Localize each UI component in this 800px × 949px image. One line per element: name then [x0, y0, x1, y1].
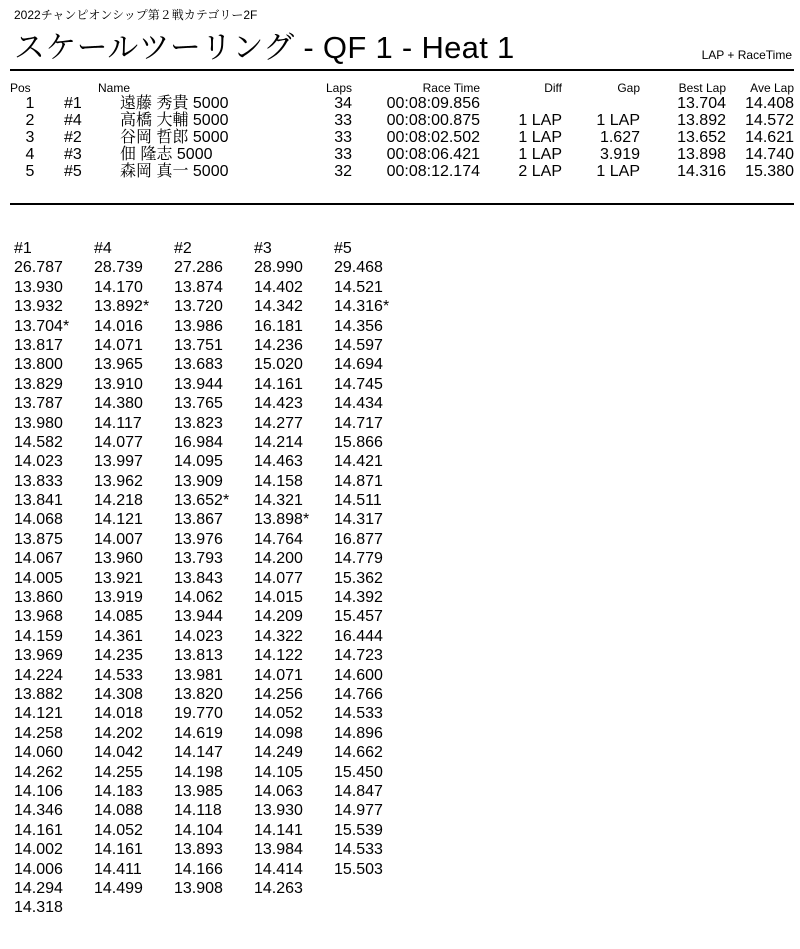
lap-time: 14.224 [14, 666, 63, 684]
lap-time: 14.263 [254, 879, 303, 897]
lap-column [174, 239, 254, 898]
lap-time: 13.820 [174, 685, 223, 703]
lap-time: 13.908 [174, 879, 223, 897]
result-gap [562, 95, 640, 112]
lap-time: 14.294 [14, 879, 63, 897]
lap-time: 14.214 [254, 433, 303, 451]
lap-time: 14.361 [94, 627, 143, 645]
result-best-lap: 13.652 [677, 129, 726, 146]
result-pos: 2 [25, 112, 35, 129]
lap-time: 14.002 [14, 841, 63, 859]
lap-time: 14.316* [334, 298, 390, 316]
result-laps: 33 [334, 112, 352, 129]
lap-time: 13.800 [14, 356, 63, 374]
lap-time: 14.392 [334, 589, 383, 607]
lap-time: 13.652* [174, 492, 230, 510]
lap-time: 14.346 [14, 802, 63, 820]
lap-time: 13.909 [174, 472, 223, 490]
result-ave-lap: 14.740 [745, 146, 794, 163]
lap-column [94, 239, 174, 898]
lap-time: 14.356 [334, 317, 383, 335]
lap-time: 13.704* [14, 317, 70, 335]
result-car-number: #1 [64, 95, 82, 112]
lap-time: 14.218 [94, 492, 143, 510]
lap-time: 13.787 [14, 395, 63, 413]
lap-time: 14.159 [14, 627, 63, 645]
lap-time: 14.847 [334, 782, 383, 800]
lap-time: 15.457 [334, 608, 383, 626]
lap-time: 14.723 [334, 647, 383, 665]
result-best-lap: 14.316 [677, 163, 726, 180]
result-row [10, 112, 794, 129]
result-driver-name: 遠藤 秀貴 5000 [120, 95, 229, 112]
lap-time: 14.200 [254, 550, 303, 568]
lap-time: 14.745 [334, 375, 383, 393]
lap-time: 14.521 [334, 278, 383, 296]
lap-time: 13.960 [94, 550, 143, 568]
lap-time: 13.829 [14, 375, 63, 393]
lap-time: 14.121 [94, 511, 143, 529]
bottom-divider [10, 203, 794, 205]
lap-time: 14.071 [254, 666, 303, 684]
lap-time: 14.104 [174, 821, 223, 839]
result-diff: 1 LAP [518, 146, 562, 163]
lap-time: 13.985 [174, 782, 223, 800]
lap-time: 14.202 [94, 724, 143, 742]
lap-time: 15.450 [334, 763, 383, 781]
results-header-row [10, 78, 794, 95]
result-ave-lap: 15.380 [745, 163, 794, 180]
lap-time: 13.944 [174, 375, 223, 393]
result-driver-name: 高橋 大輔 5000 [120, 112, 229, 129]
lap-time: 14.158 [254, 472, 303, 490]
lap-time: 14.421 [334, 453, 383, 471]
lap-time: 14.235 [94, 647, 143, 665]
result-driver-name: 谷岡 哲郎 5000 [120, 129, 229, 146]
result-pos: 1 [25, 95, 35, 112]
result-ave-lap: 14.408 [745, 95, 794, 112]
lap-time: 13.893 [174, 841, 223, 859]
lap-column [334, 239, 414, 879]
lap-time: 14.170 [94, 278, 143, 296]
lap-time: 14.871 [334, 472, 383, 490]
lap-time: 13.980 [14, 414, 63, 432]
lap-time: 27.286 [174, 259, 223, 277]
lap-time: 14.321 [254, 492, 303, 510]
lap-time: 14.016 [94, 317, 143, 335]
result-row [10, 129, 794, 146]
lap-time: 13.843 [174, 569, 223, 587]
lap-time: 16.444 [334, 627, 383, 645]
lap-column-header: #3 [254, 240, 272, 257]
lap-time: 19.770 [174, 705, 223, 723]
lap-time: 14.042 [94, 744, 143, 762]
lap-time: 14.619 [174, 724, 223, 742]
lap-column-header: #1 [14, 240, 32, 257]
lap-time: 14.007 [94, 530, 143, 548]
lap-time: 13.969 [14, 647, 63, 665]
lap-time: 14.249 [254, 744, 303, 762]
lap-time: 14.308 [94, 685, 143, 703]
lap-time: 13.841 [14, 492, 63, 510]
lap-time: 13.751 [174, 336, 223, 354]
result-car-number: #2 [64, 129, 82, 146]
lap-time: 13.867 [174, 511, 223, 529]
result-car-number: #4 [64, 112, 82, 129]
lap-time: 14.077 [254, 569, 303, 587]
lap-time: 14.166 [174, 860, 223, 878]
lap-time: 14.121 [14, 705, 63, 723]
lap-time: 13.910 [94, 375, 143, 393]
lap-time: 13.683 [174, 356, 223, 374]
lap-time: 14.766 [334, 685, 383, 703]
lap-time: 14.411 [94, 860, 142, 878]
col-header-diff: Diff [544, 81, 562, 95]
lap-time: 13.921 [94, 569, 143, 587]
lap-time: 14.122 [254, 647, 303, 665]
lap-time: 14.717 [334, 414, 383, 432]
lap-time: 14.161 [254, 375, 303, 393]
lap-time: 16.877 [334, 530, 383, 548]
lap-time: 13.944 [174, 608, 223, 626]
lap-time: 14.062 [174, 589, 223, 607]
result-pos: 5 [25, 163, 35, 180]
lap-time: 14.141 [254, 821, 303, 839]
result-race-time: 00:08:06.421 [386, 146, 480, 163]
result-driver-name: 森岡 真一 5000 [120, 163, 229, 180]
lap-time: 13.813 [174, 647, 223, 665]
lap-time: 14.414 [254, 860, 303, 878]
lap-time: 14.258 [14, 724, 63, 742]
lap-time: 13.962 [94, 472, 143, 490]
result-ave-lap: 14.621 [745, 129, 794, 146]
col-header-best-lap: Best Lap [678, 81, 726, 95]
lap-time: 14.005 [14, 569, 63, 587]
lap-column-header: #2 [174, 240, 192, 257]
lap-time: 15.539 [334, 821, 383, 839]
lap-time: 14.063 [254, 782, 303, 800]
lap-time: 13.986 [174, 317, 223, 335]
lap-time: 14.023 [174, 627, 223, 645]
lap-time: 14.318 [14, 899, 63, 917]
lap-time: 13.793 [174, 550, 223, 568]
result-race-time: 00:08:12.174 [386, 163, 480, 180]
result-laps: 33 [334, 129, 352, 146]
lap-time: 14.052 [254, 705, 303, 723]
result-pos: 3 [25, 129, 35, 146]
result-diff [480, 95, 562, 112]
lap-time: 14.236 [254, 336, 303, 354]
result-race-time: 00:08:00.875 [386, 112, 480, 129]
result-best-lap: 13.704 [677, 95, 726, 112]
result-diff: 2 LAP [518, 163, 562, 180]
lap-time: 14.255 [94, 763, 143, 781]
lap-time: 14.018 [94, 705, 143, 723]
lap-time: 13.860 [14, 589, 63, 607]
lap-time: 29.468 [334, 259, 383, 277]
result-ave-lap: 14.572 [745, 112, 794, 129]
result-diff: 1 LAP [518, 129, 562, 146]
lap-time: 14.434 [334, 395, 383, 413]
lap-time: 14.582 [14, 433, 63, 451]
lap-time: 14.209 [254, 608, 303, 626]
lap-time: 14.095 [174, 453, 223, 471]
result-gap: 1.627 [599, 129, 640, 146]
lap-time: 13.930 [14, 278, 63, 296]
lap-time: 14.380 [94, 395, 143, 413]
result-best-lap: 13.892 [677, 112, 726, 129]
lap-time: 13.875 [14, 530, 63, 548]
lap-time: 13.932 [14, 298, 63, 316]
result-row [10, 146, 794, 163]
result-driver-name: 佃 隆志 5000 [120, 146, 213, 163]
lap-time: 14.322 [254, 627, 303, 645]
lap-time: 13.720 [174, 298, 223, 316]
lap-time: 14.779 [334, 550, 383, 568]
lap-column-header: #4 [94, 240, 112, 257]
lap-time: 14.600 [334, 666, 383, 684]
result-diff: 1 LAP [518, 112, 562, 129]
lap-time: 14.161 [14, 821, 63, 839]
result-laps: 32 [334, 163, 352, 180]
result-row [10, 163, 794, 180]
lap-time: 14.183 [94, 782, 143, 800]
lap-time: 14.533 [334, 705, 383, 723]
lap-time: 14.463 [254, 453, 303, 471]
lap-time: 14.597 [334, 336, 383, 354]
lap-time: 15.866 [334, 433, 383, 451]
lap-time: 13.984 [254, 841, 303, 859]
lap-time: 14.277 [254, 414, 303, 432]
lap-time: 14.161 [94, 841, 143, 859]
lap-time: 13.981 [174, 666, 223, 684]
lap-time: 26.787 [14, 259, 63, 277]
result-laps: 33 [334, 146, 352, 163]
lap-time: 14.052 [94, 821, 143, 839]
results-table [10, 78, 794, 180]
result-race-time: 00:08:09.856 [386, 95, 480, 112]
lap-time: 14.106 [14, 782, 63, 800]
lap-time: 14.533 [94, 666, 143, 684]
col-header-ave-lap: Ave Lap [750, 81, 794, 95]
lap-time: 14.511 [334, 492, 382, 510]
lap-time: 14.117 [94, 414, 142, 432]
lap-time: 14.060 [14, 744, 63, 762]
lap-time: 14.105 [254, 763, 303, 781]
col-header-gap: Gap [617, 81, 640, 95]
lap-time: 14.147 [174, 744, 223, 762]
col-header-race-time: Race Time [422, 81, 480, 95]
lap-time: 14.023 [14, 453, 63, 471]
lap-time: 14.118 [174, 802, 222, 820]
lap-time: 14.098 [254, 724, 303, 742]
result-race-time: 00:08:02.502 [386, 129, 480, 146]
col-header-laps: Laps [325, 81, 352, 95]
lap-time: 15.362 [334, 569, 383, 587]
lap-time: 14.694 [334, 356, 383, 374]
lap-time: 14.068 [14, 511, 63, 529]
lap-time: 14.088 [94, 802, 143, 820]
lap-time: 14.071 [94, 336, 143, 354]
lap-time: 13.833 [14, 472, 63, 490]
lap-time: 13.823 [174, 414, 223, 432]
lap-time: 13.997 [94, 453, 143, 471]
result-pos: 4 [25, 146, 35, 163]
lap-time: 13.919 [94, 589, 143, 607]
lap-time: 14.423 [254, 395, 303, 413]
top-divider [10, 69, 794, 71]
lap-time: 13.874 [174, 278, 223, 296]
lap-time: 14.077 [94, 433, 143, 451]
lap-time: 14.764 [254, 530, 303, 548]
lap-time: 14.067 [14, 550, 63, 568]
lap-time: 13.898* [254, 511, 310, 529]
lap-time: 13.965 [94, 356, 143, 374]
result-gap: 1 LAP [596, 112, 640, 129]
lap-time: 16.181 [254, 317, 303, 335]
lap-time: 13.882 [14, 685, 63, 703]
result-car-number: #5 [64, 163, 82, 180]
lap-time: 14.015 [254, 589, 303, 607]
lap-time: 16.984 [174, 433, 223, 451]
lap-time: 14.342 [254, 298, 303, 316]
result-gap: 1 LAP [596, 163, 640, 180]
lap-time: 14.317 [334, 511, 383, 529]
lap-time: 14.256 [254, 685, 303, 703]
lap-time: 15.503 [334, 860, 383, 878]
lap-time: 13.765 [174, 395, 223, 413]
lap-column [254, 239, 334, 898]
lap-time: 14.262 [14, 763, 63, 781]
lap-time: 13.930 [254, 802, 303, 820]
lap-time: 14.896 [334, 724, 383, 742]
lap-time: 13.976 [174, 530, 223, 548]
lap-time: 14.977 [334, 802, 383, 820]
result-best-lap: 13.898 [677, 146, 726, 163]
lap-time: 14.662 [334, 744, 383, 762]
lap-column [14, 239, 94, 918]
lap-time: 14.533 [334, 841, 383, 859]
lap-time: 13.817 [14, 336, 63, 354]
result-row [10, 95, 794, 112]
col-header-pos: Pos [10, 81, 31, 95]
report-title: スケールツーリング - QF 1 - Heat 1 [14, 30, 515, 65]
col-header-name: Name [98, 81, 131, 95]
lap-time: 28.739 [94, 259, 143, 277]
lap-time: 15.020 [254, 356, 303, 374]
result-laps: 34 [334, 95, 352, 112]
lap-time: 14.499 [94, 879, 143, 897]
lap-column-header: #5 [334, 240, 352, 257]
lap-time: 14.198 [174, 763, 223, 781]
lap-time: 13.968 [14, 608, 63, 626]
lap-time: 14.085 [94, 608, 143, 626]
result-gap: 3.919 [599, 146, 640, 163]
lap-time: 14.402 [254, 278, 303, 296]
lap-time: 28.990 [254, 259, 303, 277]
lap-time: 14.006 [14, 860, 63, 878]
result-car-number: #3 [64, 146, 82, 163]
report-subtitle: 2022チャンピオンシップ第２戦カテゴリー2F [14, 8, 258, 22]
report-mode-label: LAP + RaceTime [701, 48, 792, 62]
lap-time: 13.892* [94, 298, 150, 316]
